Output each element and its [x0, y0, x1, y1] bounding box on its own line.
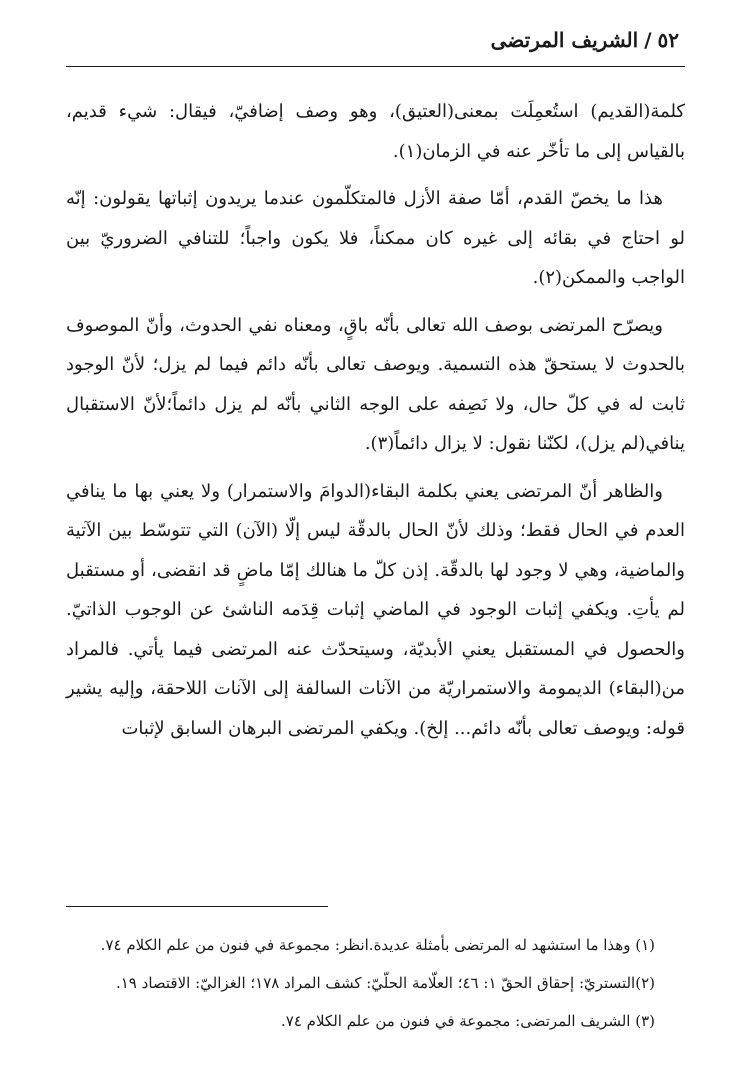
page-number: ٥٢	[657, 28, 679, 52]
paragraph: كلمة(القديم) استُعمِلَت بمعنى(العتيق)، وهو وصف إضافيّ، فيقال: شيء قديم، بالقياس إلى ما تأخّر عنه في الزمان(١).	[66, 101, 685, 162]
page-header	[60, 28, 679, 62]
header-rule	[66, 66, 685, 67]
body-text	[66, 92, 685, 756]
footnote: (١) وهذا ما استشهد له المرتضى بأمثلة عديدة.انظر: مجموعة في فنون من علم الكلام ٧٤.	[100, 936, 655, 954]
paragraph: والظاهر أنّ المرتضى يعني بكلمة البقاء(الدوامَ والاستمرار) ولا يعني بها ما ينافي العدم في الحال فقط؛ وذلك لأنّ الحال بالدقّة ليس إلّا (الآن) التي تتوسّط بين الآتية والماضية، وهي لا وجود لها بالدقّة. إذن كلّ ما هنالك إمّا ماضٍ قد انقضى، أو مستقبل لم يأتِ. ويكفي إثبات الوجود في الماضي إثبات قِدَمه الناشئ عن الوجوب الذاتيّ. والحصول في المستقبل يعني الأبديّة، وسيتحدّث عنه المرتضى فيما يأتي. فالمراد من(البقاء) الديمومة والاستمراريّة من الآنات السالفة إلى الآنات اللاحقة، وإليه يشير قوله: ويوصف تعالى بأنّه دائم... إلخ). ويكفي المرتضى البرهان السابق لإثبات	[66, 480, 685, 739]
footnote-rule	[66, 906, 328, 907]
running-title: الشريف المرتضى	[490, 28, 639, 52]
footnotes	[66, 926, 655, 1040]
footnote: (٢)التستريّ: إحقاق الحقّ ١: ٤٦؛ العلّامة الحلّيّ: كشف المراد ١٧٨؛ الغزاليّ: الاقتصاد ١٩.	[115, 974, 655, 992]
header-separator: /	[644, 28, 652, 52]
paragraph: هذا ما يخصّ القدم، أمّا صفة الأزل فالمتكلّمون عندما يريدون إثباتها يقولون: إنّه لو احتاج في بقائه إلى غيره كان ممكناً، فلا يكون واجباً؛ للتنافي الضروريّ بين الواجب والممكن(٢).	[66, 188, 685, 288]
paragraph: ويصرّح المرتضى بوصف الله تعالى بأنّه باقٍ، ومعناه نفي الحدوث، وأنّ الموصوف بالحدوث لا يستحقّ هذه التسمية. ويوصف تعالى بأنّه دائم فيما لم يزل؛ لأنّ الوجود ثابت له في كلّ حال، ولا نَصِفه على الوجه الثاني بأنّه لم يزل دائماً؛لأنّ الاستقبال ينافي(لم يزل)، لكنّنا نقول: لا يزال دائماً(٣).	[66, 314, 685, 454]
footnote: (٣) الشريف المرتضى: مجموعة في فنون من علم الكلام ٧٤.	[281, 1012, 655, 1030]
